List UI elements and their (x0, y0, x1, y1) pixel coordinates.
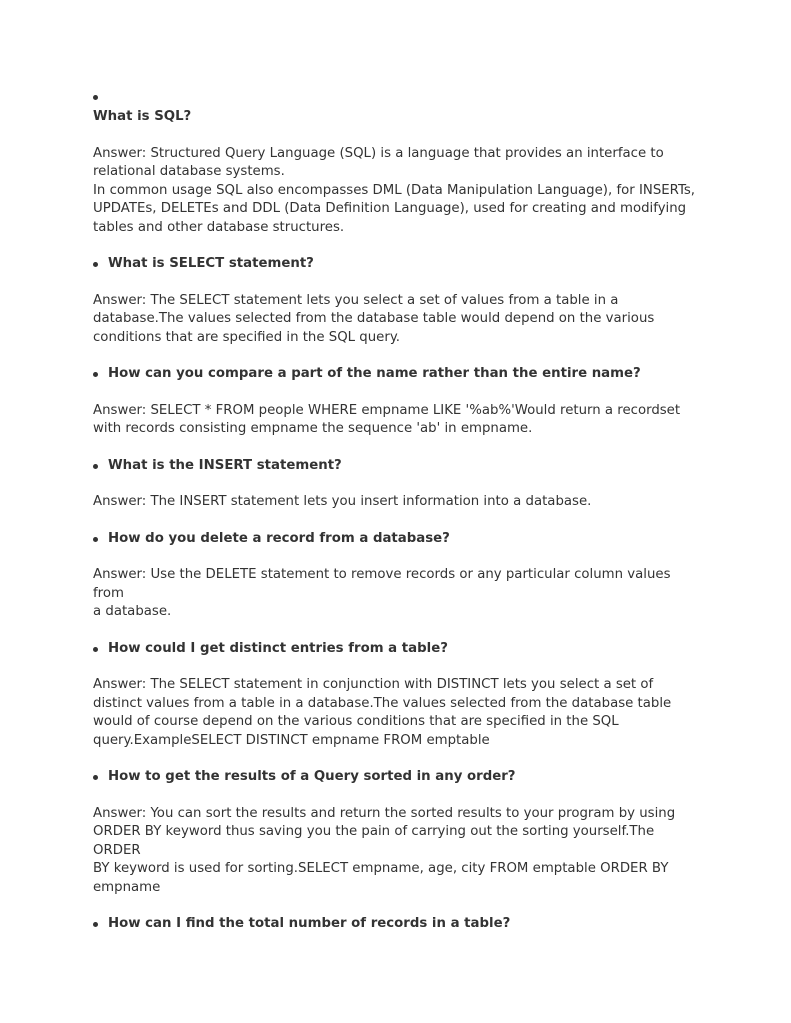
answer-text: Answer: The INSERT statement lets you insert information into a database. (93, 494, 592, 509)
answer-text: Answer: Structured Query Language (SQL) is a language that provides an interface to relational database systems. In common usage SQL also encompasses DML (Data Manipulation Language), for INSERTs, UPDATEs, DELETEs and DDL (Data Definition Language), used for creating and modifying tables and other database structures. (93, 145, 696, 235)
question-heading: How to get the results of a Query sorted in any order? (93, 768, 703, 787)
question-heading: What is the INSERT statement? (93, 457, 703, 476)
faq-item-count-records (93, 915, 703, 934)
question-heading: How can I find the total number of records in a table? (93, 915, 703, 934)
faq-item-compare-name (93, 365, 703, 439)
question-heading: How can you compare a part of the name rather than the entire name? (93, 365, 703, 384)
question-heading: What is SELECT statement? (93, 255, 703, 274)
question-heading: What is SQL? (93, 109, 192, 124)
answer-text: Answer: The SELECT statement in conjunction with DISTINCT lets you select a set of distinct values from a table in a database.The values selected from the database table would of course depend on the various conditions that are specified in the SQL query.ExampleSELECT DISTINCT empname FROM emptable (93, 677, 672, 748)
faq-item-distinct (93, 640, 703, 751)
faq-item-insert (93, 457, 703, 512)
faq-item-sql (93, 108, 703, 237)
answer-text: Answer: SELECT * FROM people WHERE empname LIKE '%ab%'Would return a recordset with records consisting empname the sequence 'ab' in empname. (93, 402, 681, 436)
question-heading: How could I get distinct entries from a table? (93, 640, 703, 659)
faq-item-select (93, 255, 703, 347)
bullet-icon (93, 95, 98, 100)
faq-item-order-by (93, 768, 703, 897)
answer-text: Answer: You can sort the results and return the sorted results to your program by using ORDER BY keyword thus saving you the pain of carrying out the sorting yourself.The ORDER BY keyword is used for sorting.SELECT empname, age, city FROM emptable ORDER BY empname (93, 805, 676, 895)
document-body (93, 95, 703, 952)
faq-item-delete (93, 530, 703, 622)
question-heading: How do you delete a record from a database? (93, 530, 703, 549)
answer-text: Answer: The SELECT statement lets you select a set of values from a table in a database.The values selected from the database table would depend on the various conditions that are specified in the SQL query. (93, 292, 655, 345)
answer-text: Answer: Use the DELETE statement to remove records or any particular column values from a database. (93, 567, 671, 619)
